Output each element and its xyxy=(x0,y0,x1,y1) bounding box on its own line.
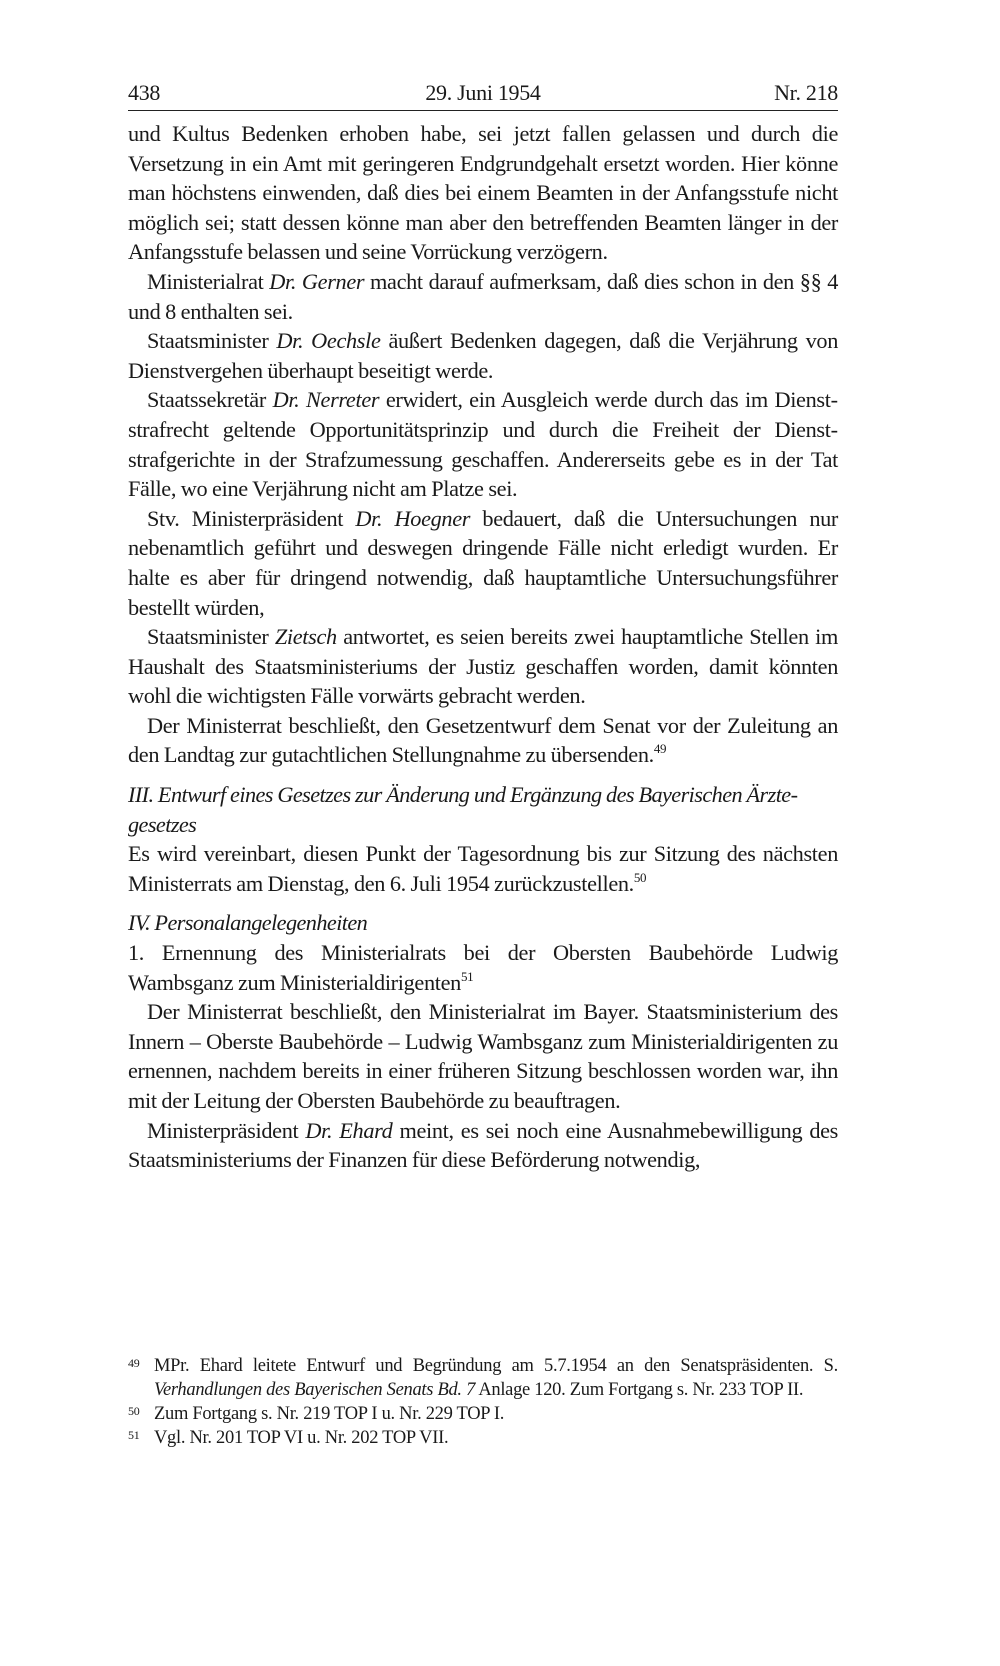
paragraph-nerreter: Staatssekretär Dr. Nerreter erwidert, ein Ausgleich werde durch das im Dienststrafrecht geltende Opportunitätsprinzip und durch die Freiheit der Dienststrafgerichte in der Strafzumessung geschaffen. Andererseits gebe es in der Tat Fälle, wo eine Verjährung nicht am Platze sei. xyxy=(128,387,839,502)
footnote-51 xyxy=(128,1426,838,1450)
speaker-name: Dr. Nerreter xyxy=(272,387,380,413)
section-heading-iii: III. Entwurf eines Gesetzes zur Änderung und Ergänzung des Bayerischen Ärztegesetzes xyxy=(128,782,799,837)
footnote-50 xyxy=(128,1402,838,1426)
footnote-number: 50 xyxy=(128,1404,140,1418)
footnotes xyxy=(128,1354,838,1450)
document-page xyxy=(128,78,838,1175)
header-date: 29. Juni 1954 xyxy=(425,80,541,105)
page-number: 438 xyxy=(128,80,161,105)
footnote-49 xyxy=(128,1354,838,1402)
paragraph-gerner: Ministerialrat Dr. Gerner macht darauf aufmerksam, daß dies schon in den §§ 4 und 8 enthalten sei. xyxy=(128,268,838,324)
footnote-text: Zum Fortgang s. Nr. 219 TOP I u. Nr. 229 TOP I. xyxy=(154,1404,505,1424)
footnote-number: 51 xyxy=(128,1428,140,1442)
paragraph-oechsle: Staatsminister Dr. Oechsle äußert Bedenken dagegen, daß die Verjährung von Dienstvergehen überhaupt beseitigt werde. xyxy=(128,328,838,383)
agenda-item-1: 1. Ernennung des Ministerialrats bei der Obersten Baubehörde Ludwig Wambsganz zum Ministerialdirigenten$^{51}$ xyxy=(128,940,838,995)
speaker-name: Dr. Gerner xyxy=(269,268,365,294)
paragraph-appointment-resolution: Der Ministerrat beschließt, den Ministerialrat im Bayer. Staatsministerium des Innern – Oberste Baubehörde – Ludwig Wambsganz zum Ministerialdirigenten zu ernennen, nachdem bereits in einer früheren Sitzung beschlossen worden war, ihn mit der Leitung der Obersten Baubehörde zu beauftragen. xyxy=(128,999,838,1113)
section-heading-iv: IV. Personalangelegenheiten xyxy=(128,910,368,936)
footnote-ref-51[interactable]: 51 xyxy=(460,968,474,984)
speaker-name: Dr. Oechsle xyxy=(276,328,381,354)
speaker-name: Zietsch xyxy=(274,624,337,650)
footnote-number: 49 xyxy=(128,1356,140,1370)
running-header xyxy=(128,78,838,111)
footnote-ref-49[interactable]: 49 xyxy=(653,741,667,757)
paragraph-continuation: und Kultus Bedenken erhoben habe, sei jetzt fallen gelassen und durch die Versetzung in ein Amt mit geringeren Endgrundgehalt ersetzt worden. Hier könne man höchstens einwenden, daß dies bei einem Beamten in der Anfangsstufe nicht möglich sei; statt dessen könne man aber den betreffenden Beamten länger in der Anfangsstufe belassen und seine Vorrückung verzögern. xyxy=(128,121,838,265)
speaker-name: Dr. Ehard xyxy=(305,1117,393,1143)
document-body xyxy=(128,119,838,1175)
paragraph-resolution: Der Ministerrat beschließt, den Gesetzentwurf dem Senat vor der Zuleitung an den Landtag zur gutachtlichen Stellungnahme zu übersenden.$^{49}$ xyxy=(128,712,838,768)
paragraph-section-iii: Es wird vereinbart, diesen Punkt der Tagesordnung bis zur Sitzung des nächsten Ministerrats am Dienstag, den 6. Juli 1954 zurückzustellen.$^{50}$ xyxy=(128,841,838,896)
footnote-text: MPr. Ehard leitete Entwurf und Begründung am 5.7.1954 an den Senatspräsidenten. S. Verhandlungen des Bayerischen Senats Bd. 7 Anlage 120. Zum Fortgang s. Nr. 233 TOP II. xyxy=(154,1356,838,1400)
paragraph-zietsch: Staatsminister Zietsch antwortet, es seien bereits zwei hauptamtliche Stellen im Haushalt des Staatsministeriums der Justiz geschaffen worden, damit könnten wohl die wichtigsten Fälle vorwärts gebracht werden. xyxy=(128,624,838,709)
footnote-ref-50[interactable]: 50 xyxy=(633,869,647,885)
paragraph-hoegner: Stv. Ministerpräsident Dr. Hoegner bedauert, daß die Untersuchungen nur nebenamtlich geführt und deswegen dringende Fälle nicht erledigt wurden. Er halte es aber für dringend notwendig, daß hauptamtliche Untersuchungsführer bestellt würden, xyxy=(128,505,838,620)
speaker-name: Dr. Hoegner xyxy=(355,505,471,531)
paragraph-ehard: Ministerpräsident Dr. Ehard meint, es sei noch eine Ausnahmebewilligung des Staatsministeriums der Finanzen für diese Beförderung notwendig, xyxy=(128,1117,839,1173)
publication-title: Verhandlungen des Bayerischen Senats Bd. 7 xyxy=(154,1380,476,1400)
footnote-text: Vgl. Nr. 201 TOP VI u. Nr. 202 TOP VII. xyxy=(154,1428,449,1448)
document-number: Nr. 218 xyxy=(774,80,838,105)
